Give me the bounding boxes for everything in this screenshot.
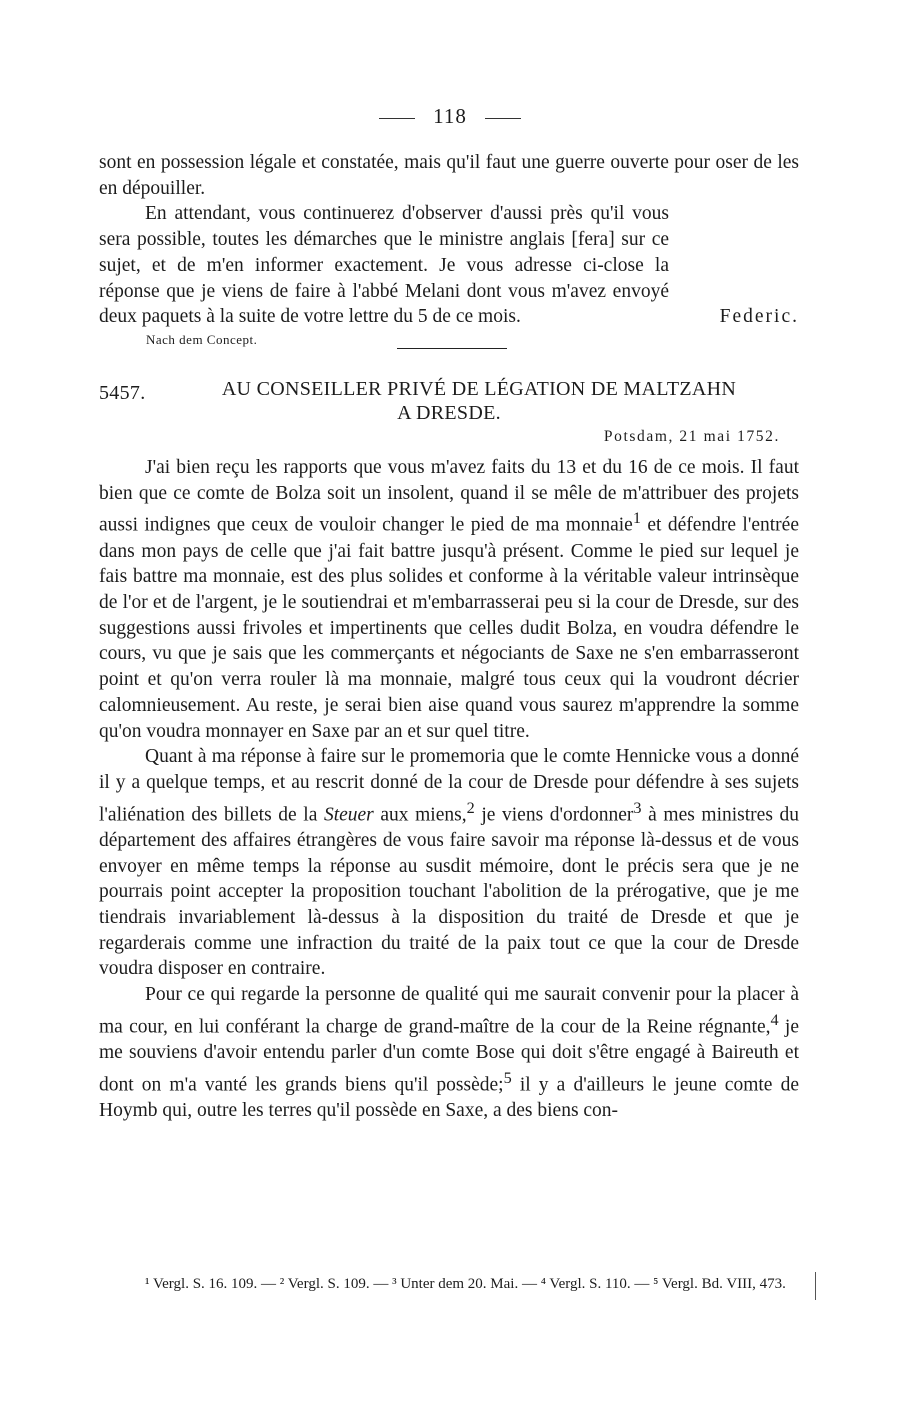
section-divider bbox=[397, 348, 507, 349]
page-number-dash-left bbox=[379, 118, 415, 119]
signature: Federic. bbox=[719, 306, 799, 328]
letter-body bbox=[99, 455, 799, 1124]
italic-steuer: Steuer bbox=[323, 804, 374, 826]
footnotes-text: ¹ Vergl. S. 16. 109. — ² Vergl. S. 109. — ³ Unter dem 20. Mai. — ⁴ Vergl. S. 110. — ⁵ Vergl. Bd. VIII, 473. bbox=[145, 1276, 786, 1292]
dateline: Potsdam, 21 mai 1752. bbox=[603, 428, 780, 445]
page-number-dash-right bbox=[485, 118, 521, 119]
footnote-ref-4: 4 bbox=[770, 1010, 779, 1029]
paragraph-promemoria-part-c: je viens d'ordonner bbox=[474, 804, 634, 826]
paragraph-grand-maitre-part-b: je me souviens d'avoir entendu parler d'un comte Bose qui doit s'être engagé à Baireuth et dont on m'a vanté les grands biens qu'il possède; bbox=[99, 1016, 799, 1096]
paragraph-closing bbox=[99, 201, 799, 330]
paragraph-monnaie-part-b: et défendre l'entrée dans mon pays de celle que j'ai fait battre jusqu'à présent. Comme le pied sur lequel je fais battre ma monnaie, est des plus solides et conforme à la véritable valeur intrinsèque de l'or et de l'argent, je le soutiendrai et m'embarrasserai peu si la cour de Dresde, sur des suggestions aussi frivoles et impertinents que celles dudit Bolza, en voudra défendre le cours, vu que je sais que les commerçants et négociants de Saxe ne s'en embarrasseront point et qu'on verra rouler là ma monnaie, malgré tous ceux qui la voudront décrier calomnieusement. Au reste, je serai bien aise quand vous saurez m'apprendre la somme qu'on voudra monnayer en Saxe par an et sur quel titre. bbox=[99, 514, 799, 742]
source-note: Nach dem Concept. bbox=[146, 332, 258, 347]
heading-line-1: AU CONSEILLER PRIVÉ DE LÉGATION DE MALTZAHN bbox=[221, 378, 737, 400]
footnote-ref-3: 3 bbox=[633, 798, 642, 817]
paragraph-monnaie bbox=[99, 455, 799, 744]
footnote-ref-5: 5 bbox=[503, 1068, 512, 1087]
letter-heading bbox=[99, 377, 799, 425]
heading-line-2: A DRESDE. bbox=[397, 402, 501, 424]
paragraph-grand-maitre bbox=[99, 982, 799, 1124]
footnote-ref-1: 1 bbox=[632, 509, 641, 528]
footnote-ref-2: 2 bbox=[466, 798, 475, 817]
footnotes bbox=[99, 1272, 799, 1296]
page-number: 118 bbox=[433, 104, 467, 128]
paragraph-grand-maitre-part-a: Pour ce qui regarde la personne de qualité qui me saurait convenir pour la placer à ma cour, en lui conférant la charge de grand-maître de la cour de la Reine régnante, bbox=[99, 984, 799, 1038]
paragraph-promemoria-part-a: Quant à ma réponse à faire sur le promemoria que le comte Hennicke vous a donné il y a quelque temps, et au rescrit donné de la cour de Dresde pour défendre à ses sujets l'aliénation des billets de la bbox=[99, 746, 799, 826]
paragraph-grand-maitre-part-c: il y a d'ailleurs le jeune comte de Hoymb qui, outre les terres qu'il possède en Saxe, a des biens con- bbox=[99, 1074, 799, 1121]
paragraph-promemoria-part-b: aux miens, bbox=[373, 804, 467, 826]
letter-number: 5457. bbox=[99, 382, 146, 404]
letter-closing-text bbox=[99, 150, 799, 330]
paragraph-monnaie-part-a: J'ai bien reçu les rapports que vous m'avez faits du 13 et du 16 de ce mois. Il faut bien que ce comte de Bolza soit un insolent, quand il se mêle de m'attribuer des projets aussi indignes que ceux de vouloir changer le pied de ma monnaie bbox=[99, 457, 799, 536]
paragraph-closing-body: En attendant, vous continuerez d'observer d'aussi près qu'il vous sera possible, toutes les démarches que le ministre anglais [fera] sur ce sujet, et de m'en informer exactement. Je vous adresse ci-close la réponse que je viens de faire à l'abbé Melani dont vous m'avez envoyé deux paquets à la suite de votre lettre du 5 de ce mois. bbox=[99, 203, 669, 328]
paragraph-promemoria bbox=[99, 744, 799, 982]
page-number-line bbox=[0, 104, 900, 129]
margin-mark bbox=[815, 1272, 816, 1300]
paragraph-continuation: sont en possession légale et constatée, mais qu'il faut une guerre ouverte pour oser de les en dépouiller. bbox=[99, 152, 799, 199]
paragraph-promemoria-part-d: à mes ministres du département des affaires étrangères de vous faire savoir ma réponse là-dessus et de vous envoyer en même temps la réponse au susdit mémoire, dont le précis sera que je ne pourrais point accepter la proposition touchant l'abolition de la prérogative, que je me tiendrais invariablement là-dessus à la disposition du traité de Dresde et que je regarderais comme une infraction du traité de la paix tout ce que la cour de Dresde voudra disposer en contraire. bbox=[99, 804, 800, 980]
